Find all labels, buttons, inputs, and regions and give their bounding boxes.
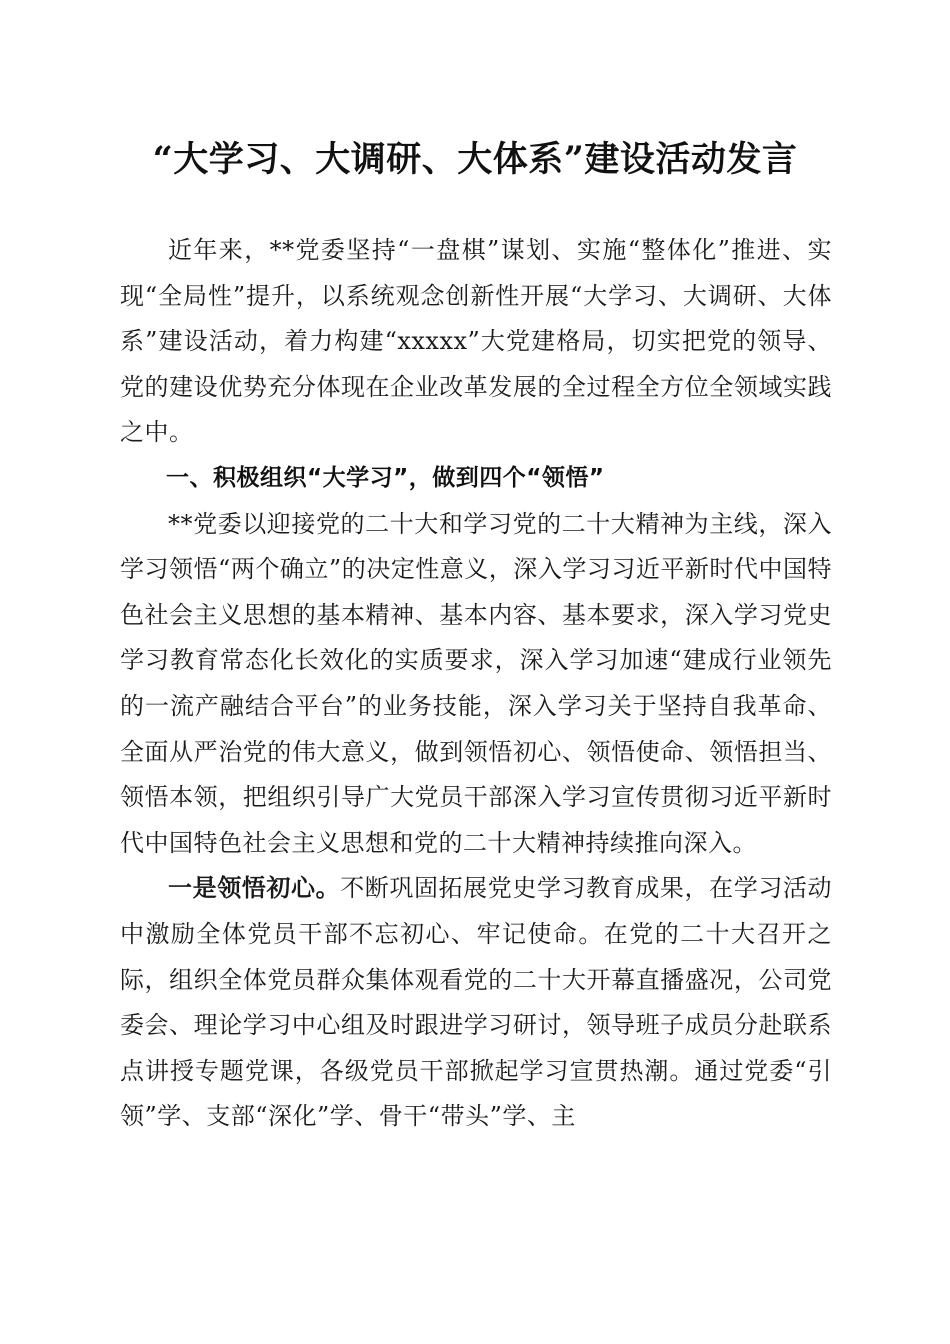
intro-paragraph: 近年来，**党委坚持“一盘棋”谋划、实施“整体化”推进、实现“全局性”提升，以系统观念创新性开展“大学习、大调研、大体系”建设活动，着力构建“xxxxx”大党建格局，切实把党的领导、党的建设优势充分体现在企业改革发展的全过程全方位全领域实践之中。: [120, 236, 832, 447]
point-1-paragraph: [120, 866, 832, 1140]
section-1-paragraph: **党委以迎接党的二十大和学习党的二十大精神为主线，深入学习领悟“两个确立”的决定性意义，深入学习习近平新时代中国特色社会主义思想的基本精神、基本内容、基本要求，深入学习党史学习教育常态化长效化的实质要求，深入学习加速“建成行业领先的一流产融结合平台”的业务技能，深入学习关于坚持自我革命、全面从严治党的伟大意义，做到领悟初心、领悟使命、领悟担当、领悟本领，把组织引导广大党员干部深入学习宣传贯彻习近平新时代中国特色社会主义思想和党的二十大精神持续推向深入。: [120, 509, 832, 857]
document-body: [120, 228, 832, 1140]
point-1-body: 不断巩固拓展党史学习教育成果，在学习活动中激励全体党员干部不忘初心、牢记使命。在党的二十大召开之际，组织全体党员群众集体观看党的二十大开幕直播盛况，公司党委会、理论学习中心组及时跟进学习研讨，领导班子成员分赴联系点讲授专题党课，各级党员干部掀起学习宣贯热潮。通过党委“引领”学、支部“深化”学、骨干“带头”学、主: [120, 874, 833, 1131]
section-heading-1: 一、积极组织“大学习”，做到四个“领悟”: [166, 464, 605, 491]
point-1-lead: 一是领悟初心。: [168, 874, 341, 903]
document-title: “大学习、大调研、大体系”建设活动发言: [152, 139, 798, 180]
